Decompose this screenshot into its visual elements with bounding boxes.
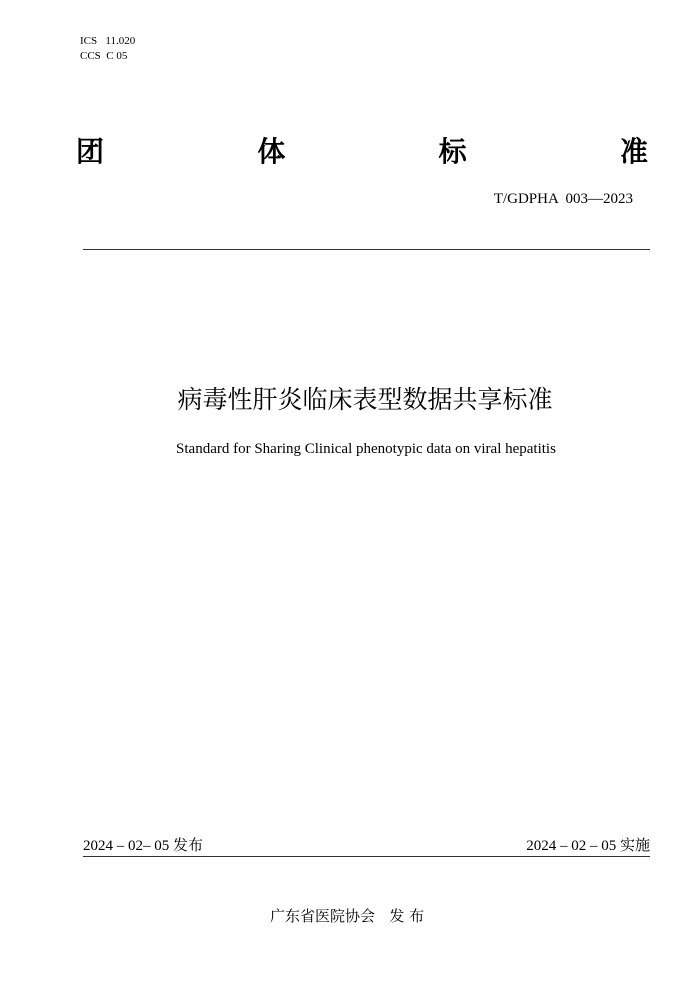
bottom-divider [83,856,650,857]
issue-label: 发布 [173,836,204,854]
document-title-english: Standard for Sharing Clinical phenotypic data on viral hepatitis [176,441,556,457]
issue-date-value: 2024 – 02– 05 [83,838,173,854]
publisher-line [270,905,424,926]
implementation-date-value: 2024 – 02 – 05 [526,838,620,854]
publisher-name: 广东省医院协会 [270,907,376,925]
document-title-chinese: 病毒性肝炎临床表型数据共享标准 [177,385,553,414]
standard-category-heading [76,132,648,172]
ics-code: ICS 11.020 [80,35,136,47]
top-divider [83,249,650,250]
classification-codes [80,34,135,64]
implementation-date [526,834,650,855]
publisher-action: 发 布 [389,907,425,925]
implementation-label: 实施 [619,836,650,854]
category-char-3: 标 [438,135,467,168]
ccs-code: CCS C 05 [80,50,128,62]
category-char-4: 准 [619,135,648,168]
issue-date [83,834,203,855]
category-char-1: 团 [76,135,105,168]
standard-number: T/GDPHA 003—2023 [493,191,633,207]
category-char-2: 体 [257,135,286,168]
